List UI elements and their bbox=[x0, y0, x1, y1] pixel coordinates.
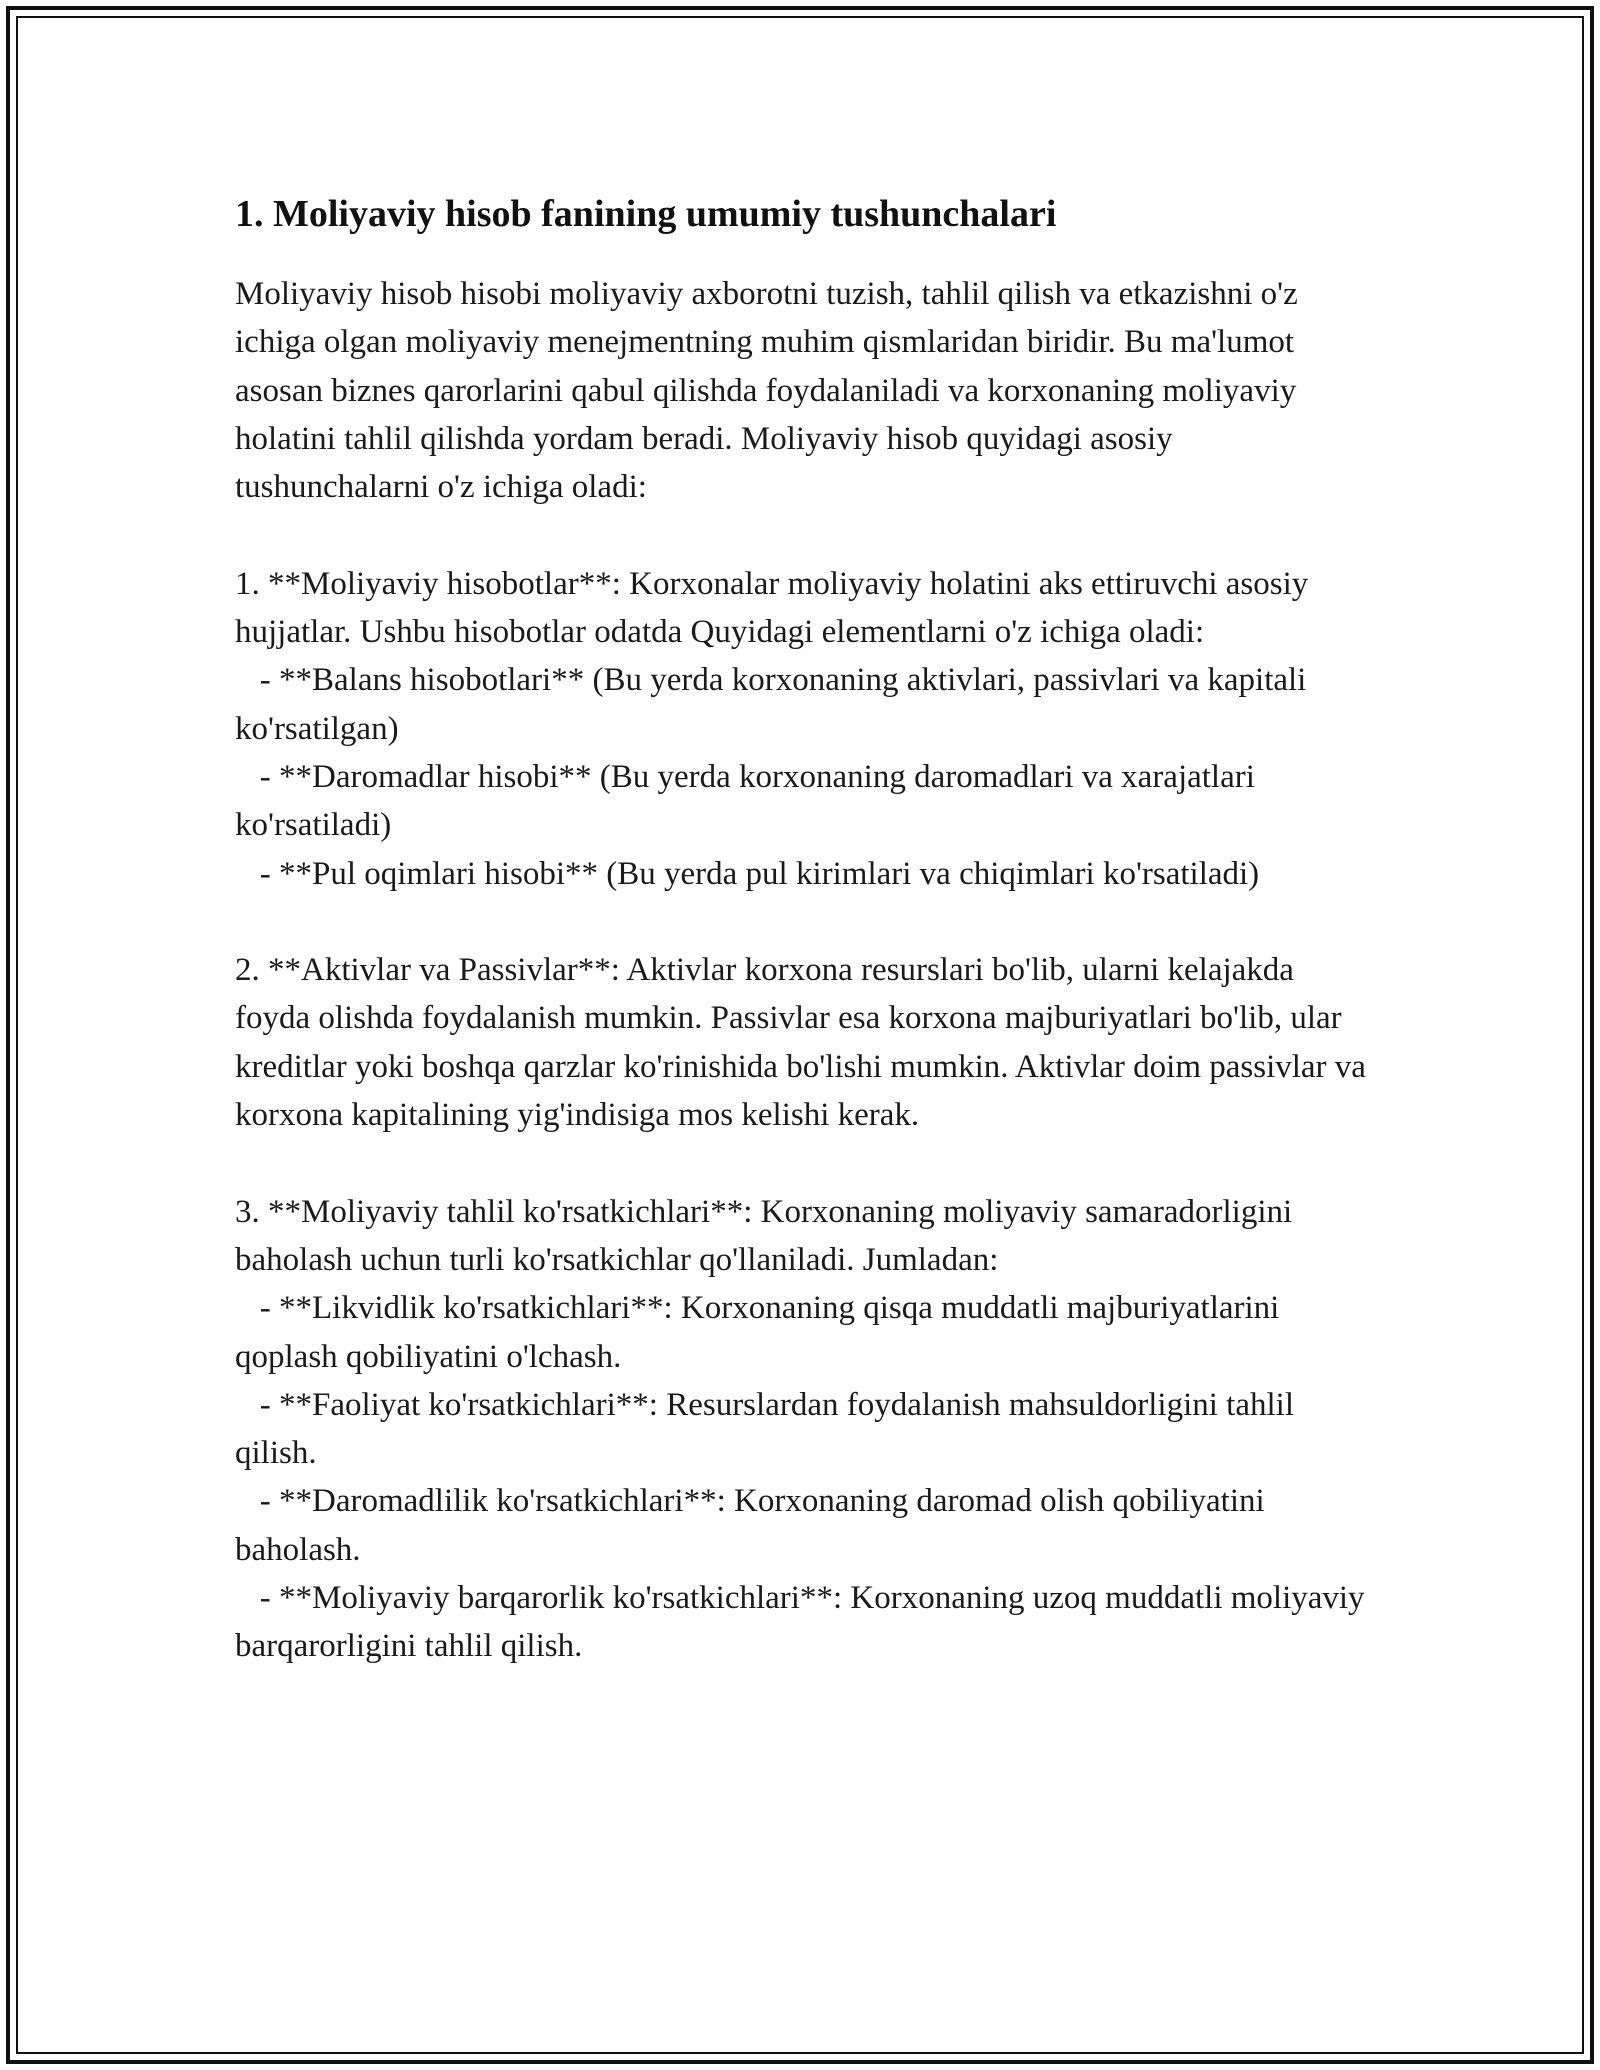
document-content bbox=[235, 186, 1375, 1671]
document-body: Moliyaviy hisob hisobi moliyaviy axborotni tuzish, tahlil qilish va etkazishni o'z ichiga olgan moliyaviy menejmentning muhim qismlaridan biridir. Bu ma'lumot asosan biznes qarorlarini qabul qilishda foydalaniladi va korxonaning moliyaviy holatini tahlil qilishda yordam beradi. Moliyaviy hisob quyidagi asosiy tushunchalarni o'z ichiga oladi: 1. **Moliyaviy hisobotlar**: Korxonalar moliyaviy holatini aks ettiruvchi asosiy hujjatlar. Ushbu hisobotlar odatda Quyidagi elementlarni o'z ichiga oladi: - **Balans hisobotlari** (Bu yerda korxonaning aktivlari, passivlari va kapitali ko'rsatilgan) - **Daromadlar hisobi** (Bu yerda korxonaning daromadlari va xarajatlari ko'rsatiladi) - **Pul oqimlari hisobi** (Bu yerda pul kirimlari va chiqimlari ko'rsatiladi) 2. **Aktivlar va Passivlar**: Aktivlar korxona resurslari bo'lib, ularni kelajakda foyda olishda foydalanish mumkin. Passivlar esa korxona majburiyatlari bo'lib, ular kreditlar yoki boshqa qarzlar ko'rinishida bo'lishi mumkin. Aktivlar doim passivlar va korxona kapitalining yig'indisiga mos kelishi kerak. 3. **Moliyaviy tahlil ko'rsatkichlari**: Korxonaning moliyaviy samaradorligini baholash uchun turli ko'rsatkichlar qo'llaniladi. Jumladan: - **Likvidlik ko'rsatkichlari**: Korxonaning qisqa muddatli majburiyatlarini qoplash qobiliyatini o'lchash. - **Faoliyat ko'rsatkichlari**: Resurslardan foydalanish mahsuldorligini tahlil qilish. - **Daromadlilik ko'rsatkichlari**: Korxonaning daromad olish qobiliyatini baholash. - **Moliyaviy barqarorlik ko'rsatkichlari**: Korxonaning uzoq muddatli moliyaviy barqarorligini tahlil qilish. bbox=[235, 276, 1366, 1665]
document-title: 1. Moliyaviy hisob fanining umumiy tushunchalari bbox=[235, 193, 1057, 235]
